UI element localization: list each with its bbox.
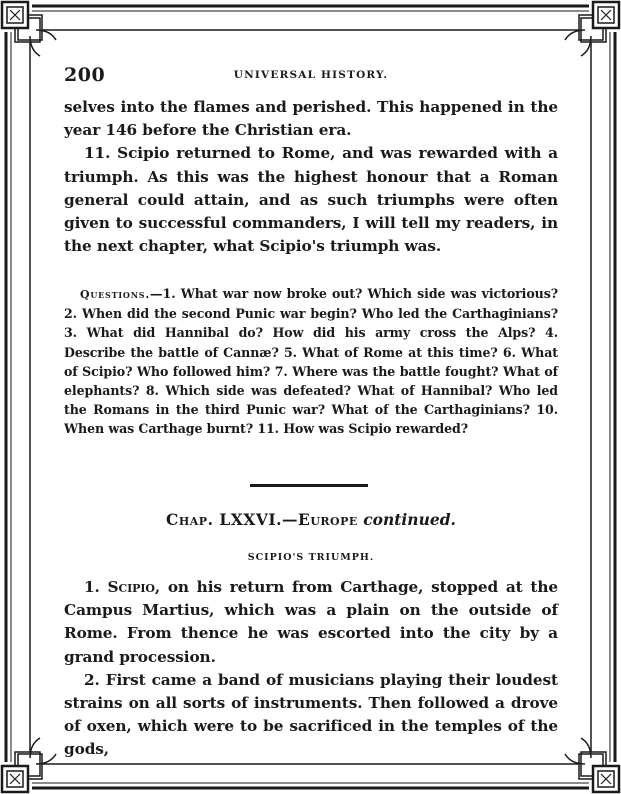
- section-divider: [250, 484, 368, 487]
- section-title: SCIPIO'S TRIUMPH.: [247, 552, 375, 563]
- corner-ornament-bottom-left: [2, 738, 56, 792]
- corner-ornament-top-right: [565, 2, 619, 56]
- continuation-paragraph: selves into the flames and perished. This happened in the year 146 before the Christian era.: [64, 98, 558, 140]
- questions-block: [64, 284, 558, 439]
- chapter-continued: continued.: [363, 510, 456, 529]
- chapter-text: [64, 576, 558, 762]
- chapter-heading: [64, 510, 558, 529]
- opening-text: [64, 96, 558, 258]
- paragraph-1-text: on his return from Carthage, stopped at the Campus Martius, which was a plain on the outside of Rome. From thence he was escorted into the city by a grand procession.: [64, 578, 558, 666]
- chapter-paragraph-2: 2. First came a band of musicians playing their loudest strains on all sorts of instruments. Then followed a drove of oxen, which were to be sacrificed in the temples of the gods,: [64, 670, 558, 759]
- corner-ornament-bottom-right: [565, 738, 619, 792]
- corner-ornament-top-left: [2, 2, 56, 56]
- paragraph-1-lead-word: Scipio,: [107, 578, 161, 596]
- questions-text: —1. What war now broke out? Which side was victorious? 2. When did the second Punic war begin? Who led the Carthaginians? 3. What did Hannibal do? How did his army cross the Alps? 4. Describe the battle of Cannæ? 5. What of Rome at this time? 6. What of Scipio? Who followed him? 7. Where was the battle fought? What of elephants? 8. Which side was defeated? What of Hannibal? Who led the Romans in the third Punic war? What of the Carthaginians? 10. When was Carthage burnt? 11. How was Scipio rewarded?: [64, 286, 558, 437]
- page-header: [64, 66, 558, 90]
- running-head: UNIVERSAL HISTORY.: [233, 69, 389, 81]
- questions-label: Questions.: [80, 288, 151, 301]
- chapter-label: Chap. LXXVI.: [166, 510, 282, 529]
- chapter-europe: —Europe: [282, 510, 358, 529]
- page-number: 200: [64, 64, 106, 86]
- paragraph-1-number: 1.: [84, 578, 100, 596]
- chapter-paragraph-1: [64, 576, 558, 669]
- paragraph-11: 11. Scipio returned to Rome, and was rewarded with a triumph. As this was the highest honour that a Roman general could attain, and as such triumphs were often given to successful commanders, I will tell my readers, in the next chapter, what Scipio's triumph was.: [64, 144, 558, 256]
